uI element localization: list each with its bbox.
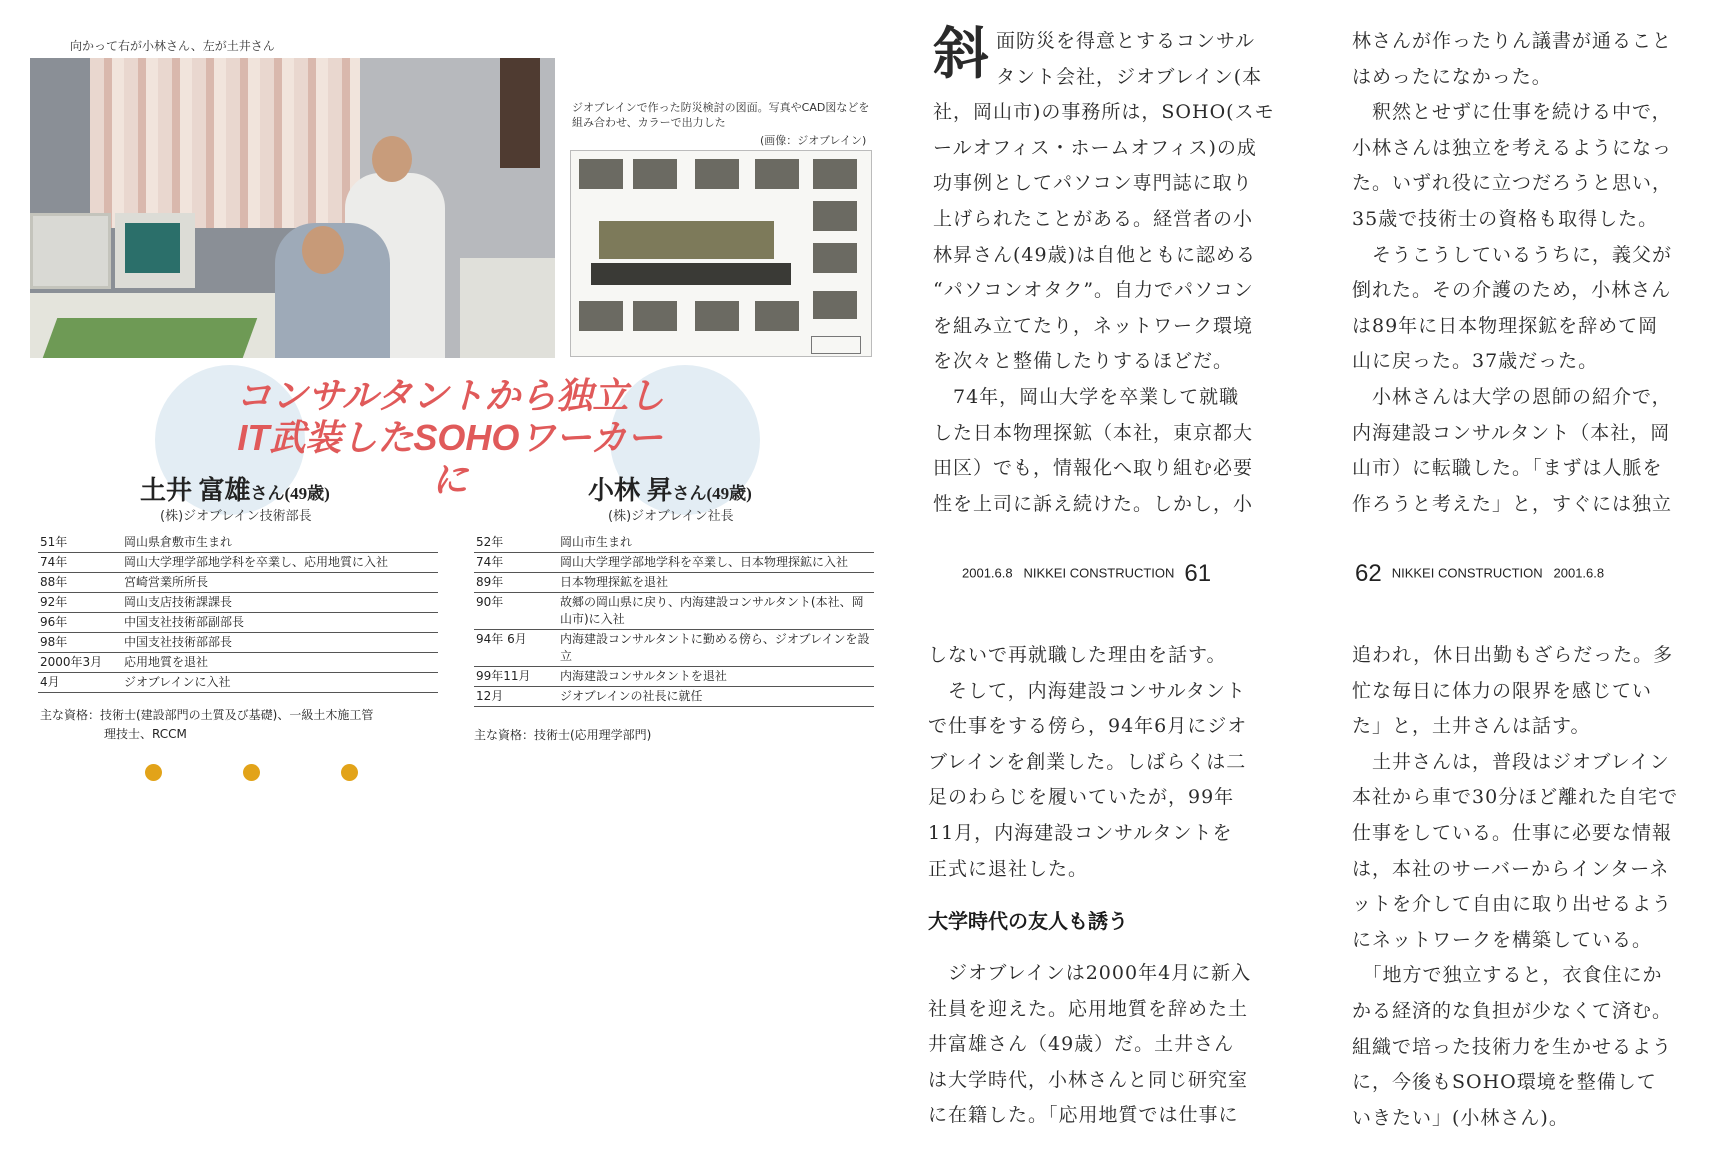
text-line: 74年，岡山大学を卒業して就職 xyxy=(933,385,1240,408)
lower-left-body-a xyxy=(928,638,1268,887)
text-line: ットを介して自由に取り出せるよう xyxy=(1352,893,1673,916)
profile-right-quals: 主な資格：技術士(応用理学部門) xyxy=(474,728,652,742)
career-event: 宮崎営業所所長 xyxy=(122,573,438,593)
drop-cap: 斜 xyxy=(933,21,990,87)
photo-caption: 向かって右が小林さん、左が土井さん xyxy=(70,39,275,53)
career-row xyxy=(38,633,438,653)
text-line: 足のわらじを履いていたが，99年 xyxy=(928,786,1235,809)
text-line: 林昇さん(49歳)は自他ともに認める xyxy=(933,243,1257,266)
text-line: “パソコンオタク”。自力でパソコン xyxy=(933,279,1254,302)
decorative-dot xyxy=(243,764,260,781)
text-line: を次々と整備したりするほどだ。 xyxy=(933,350,1234,373)
text-line: 釈然とせずに仕事を続ける中で， xyxy=(1352,101,1672,124)
headline-line-1: コンサルタントから独立し xyxy=(235,375,665,416)
career-event: 岡山支店技術課課長 xyxy=(122,593,438,613)
career-row xyxy=(38,533,438,553)
career-event: 内海建設コンサルタントを退社 xyxy=(558,667,874,687)
career-table-left xyxy=(38,533,438,693)
headline-line-2: IT武装したSOHOワーカーに xyxy=(237,417,663,500)
text-line: 内海建設コンサルタント（本社，岡 xyxy=(1352,421,1671,444)
text-line: かる経済的な負担が少なくて済む。 xyxy=(1352,999,1673,1022)
text-line: 「地方で独立すると，衣食住にか xyxy=(1352,964,1663,987)
text-line: は，本社のサーバーからインターネ xyxy=(1352,857,1670,880)
career-event: 故郷の岡山県に戻り、内海建設コンサルタント(本社、岡山市)に入社 xyxy=(558,593,874,630)
text-line: を組み立てたり，ネットワーク環境 xyxy=(933,314,1254,337)
text-line: 正式に退社した。 xyxy=(928,857,1089,880)
career-year: 52年 xyxy=(474,533,558,553)
career-year: 88年 xyxy=(38,573,122,593)
profile-right-role: (株)ジオブレイン社長 xyxy=(608,509,734,524)
text-line: 山市）に転職した。「まずは人脈を xyxy=(1352,457,1663,480)
section-subhead: 大学時代の友人も誘う xyxy=(928,911,1128,933)
career-year: 92年 xyxy=(38,593,122,613)
lower-left-body-b xyxy=(928,956,1268,1134)
text-line: 小林さんは独立を考えるようになっ xyxy=(1352,136,1673,159)
career-row xyxy=(38,673,438,693)
text-line: に在籍した。「応用地質では仕事に xyxy=(928,1104,1239,1127)
decorative-dot xyxy=(145,764,162,781)
cad-caption: ジオブレインで作った防災検討の図面。写真やCAD図などを組み合わせ、カラーで出力した xyxy=(572,101,870,129)
text-line: で仕事をする傍ら，94年6月にジオ xyxy=(928,715,1248,738)
career-year: 99年11月 xyxy=(474,667,558,687)
career-year: 90年 xyxy=(474,593,558,630)
career-year: 94年 6月 xyxy=(474,630,558,667)
text-line: 小林さんは大学の恩師の紹介で， xyxy=(1352,385,1672,408)
career-event: 中国支社技術部部長 xyxy=(122,633,438,653)
career-year: 96年 xyxy=(38,613,122,633)
text-line: ジオブレインは2000年4月に新入 xyxy=(928,962,1252,984)
text-line: 忙な毎日に体力の限界を感じてい xyxy=(1352,679,1653,702)
career-year: 98年 xyxy=(38,633,122,653)
text-line: 上げられたことがある。経営者の小 xyxy=(933,207,1254,230)
profile-left-name: 土井 富雄さん(49歳) xyxy=(140,476,330,505)
text-line: 本社から車で30分ほど離れた自宅で xyxy=(1352,786,1679,809)
text-line: は89年に日本物理探鉱を辞めて岡 xyxy=(1352,314,1659,337)
profile-left-quals: 主な資格：技術士(建設部門の土質及び基礎)、一級土木施工管 理技士、RCCM xyxy=(40,708,374,741)
career-event: 岡山大学理学部地学科を卒業し、応用地質に入社 xyxy=(122,553,438,573)
career-event: 岡山大学理学部地学科を卒業し、日本物理探鉱に入社 xyxy=(558,553,874,573)
decorative-dot xyxy=(341,764,358,781)
cad-drawing-image xyxy=(570,150,872,357)
text-line: 井富雄さん（49歳）だ。土井さん xyxy=(928,1033,1235,1056)
page61-body xyxy=(933,21,1275,522)
text-line: 社，岡山市)の事務所は，SOHO(スモ xyxy=(933,101,1275,124)
text-line: タント会社，ジオブレイン(本 xyxy=(996,65,1263,88)
career-event: 岡山市生まれ xyxy=(558,533,874,553)
text-line: 田区）でも，情報化へ取り組む必要 xyxy=(933,457,1254,480)
lower-right-body xyxy=(1352,638,1692,1136)
text-line: に，今後もSOHO環境を整備して xyxy=(1352,1071,1657,1094)
career-year: 89年 xyxy=(474,573,558,593)
career-row xyxy=(474,573,874,593)
profile-left-role: (株)ジオブレイン技術部長 xyxy=(160,509,312,524)
page61-folio: 2001.6.8 NIKKEI CONSTRUCTION 61 xyxy=(962,560,1212,587)
text-line: 面防災を得意とするコンサル xyxy=(996,30,1256,52)
text-line: 11月，内海建設コンサルタントを xyxy=(928,821,1233,844)
career-event: ジオブレインに入社 xyxy=(122,673,438,693)
career-row xyxy=(38,593,438,613)
career-row xyxy=(474,630,874,667)
text-line: 功事例としてパソコン専門誌に取り xyxy=(933,172,1253,195)
career-event: 日本物理探鉱を退社 xyxy=(558,573,874,593)
career-row xyxy=(38,613,438,633)
career-event: 中国支社技術部副部長 xyxy=(122,613,438,633)
text-line: 山に戻った。37歳だった。 xyxy=(1352,350,1599,373)
text-line: 作ろうと考えた」と，すぐには独立 xyxy=(1352,492,1673,515)
career-row xyxy=(474,593,874,630)
career-year: 74年 xyxy=(474,553,558,573)
text-line: た」と，土井さんは話す。 xyxy=(1352,715,1591,738)
career-year: 12月 xyxy=(474,687,558,707)
text-line: は大学時代，小林さんと同じ研究室 xyxy=(928,1068,1249,1091)
text-line: そして，内海建設コンサルタント xyxy=(928,679,1246,702)
career-year: 74年 xyxy=(38,553,122,573)
text-line: いきたい」(小林さん)。 xyxy=(1352,1106,1569,1129)
career-row xyxy=(38,553,438,573)
career-row xyxy=(474,533,874,553)
career-year: 51年 xyxy=(38,533,122,553)
career-row xyxy=(474,553,874,573)
text-line: 仕事をしている。仕事に必要な情報 xyxy=(1352,821,1673,844)
career-row xyxy=(38,653,438,673)
career-table-right xyxy=(474,533,874,707)
text-line: しないで再就職した理由を話す。 xyxy=(928,644,1227,666)
text-line: 組織で培った技術力を生かせるよう xyxy=(1352,1035,1673,1058)
profile-right-name: 小林 昇さん(49歳) xyxy=(588,476,752,505)
career-event: 岡山県倉敷市生まれ xyxy=(122,533,438,553)
career-year: 2000年3月 xyxy=(38,653,122,673)
career-event: 応用地質を退社 xyxy=(122,653,438,673)
career-event: ジオブレインの社長に就任 xyxy=(558,687,874,707)
office-photo xyxy=(30,58,555,358)
career-row xyxy=(474,667,874,687)
text-line: 林さんが作ったりん議書が通ること xyxy=(1352,30,1673,52)
text-line: そうこうしているうちに，義父が xyxy=(1352,243,1673,266)
text-line: 土井さんは，普段はジオブレイン xyxy=(1352,750,1670,773)
text-line: た。いずれ役に立つだろうと思い， xyxy=(1352,172,1673,195)
text-line: ブレインを創業した。しばらくは二 xyxy=(928,750,1247,773)
career-row xyxy=(38,573,438,593)
text-line: ールオフィス・ホームオフィス)の成 xyxy=(933,136,1257,159)
text-line: した日本物理探鉱（本社，東京都大 xyxy=(933,421,1254,444)
text-line: はめったになかった。 xyxy=(1352,65,1552,88)
text-line: 社員を迎えた。応用地質を辞めた土 xyxy=(928,997,1249,1020)
career-event: 内海建設コンサルタントに勤める傍ら、ジオブレインを設立 xyxy=(558,630,874,667)
text-line: 倒れた。その介護のため，小林さん xyxy=(1352,279,1672,302)
text-line: にネットワークを構築している。 xyxy=(1352,928,1653,951)
text-line: 35歳で技術士の資格も取得した。 xyxy=(1352,207,1659,230)
page62-body xyxy=(1352,24,1692,522)
cad-credit: (画像：ジオブレイン) xyxy=(760,134,867,147)
text-line: 追われ，休日出勤もざらだった。多 xyxy=(1352,644,1674,666)
text-line: 性を上司に訴え続けた。しかし，小 xyxy=(933,492,1254,515)
career-row xyxy=(474,687,874,707)
career-year: 4月 xyxy=(38,673,122,693)
page62-folio: 62 NIKKEI CONSTRUCTION 2001.6.8 xyxy=(1355,560,1605,587)
